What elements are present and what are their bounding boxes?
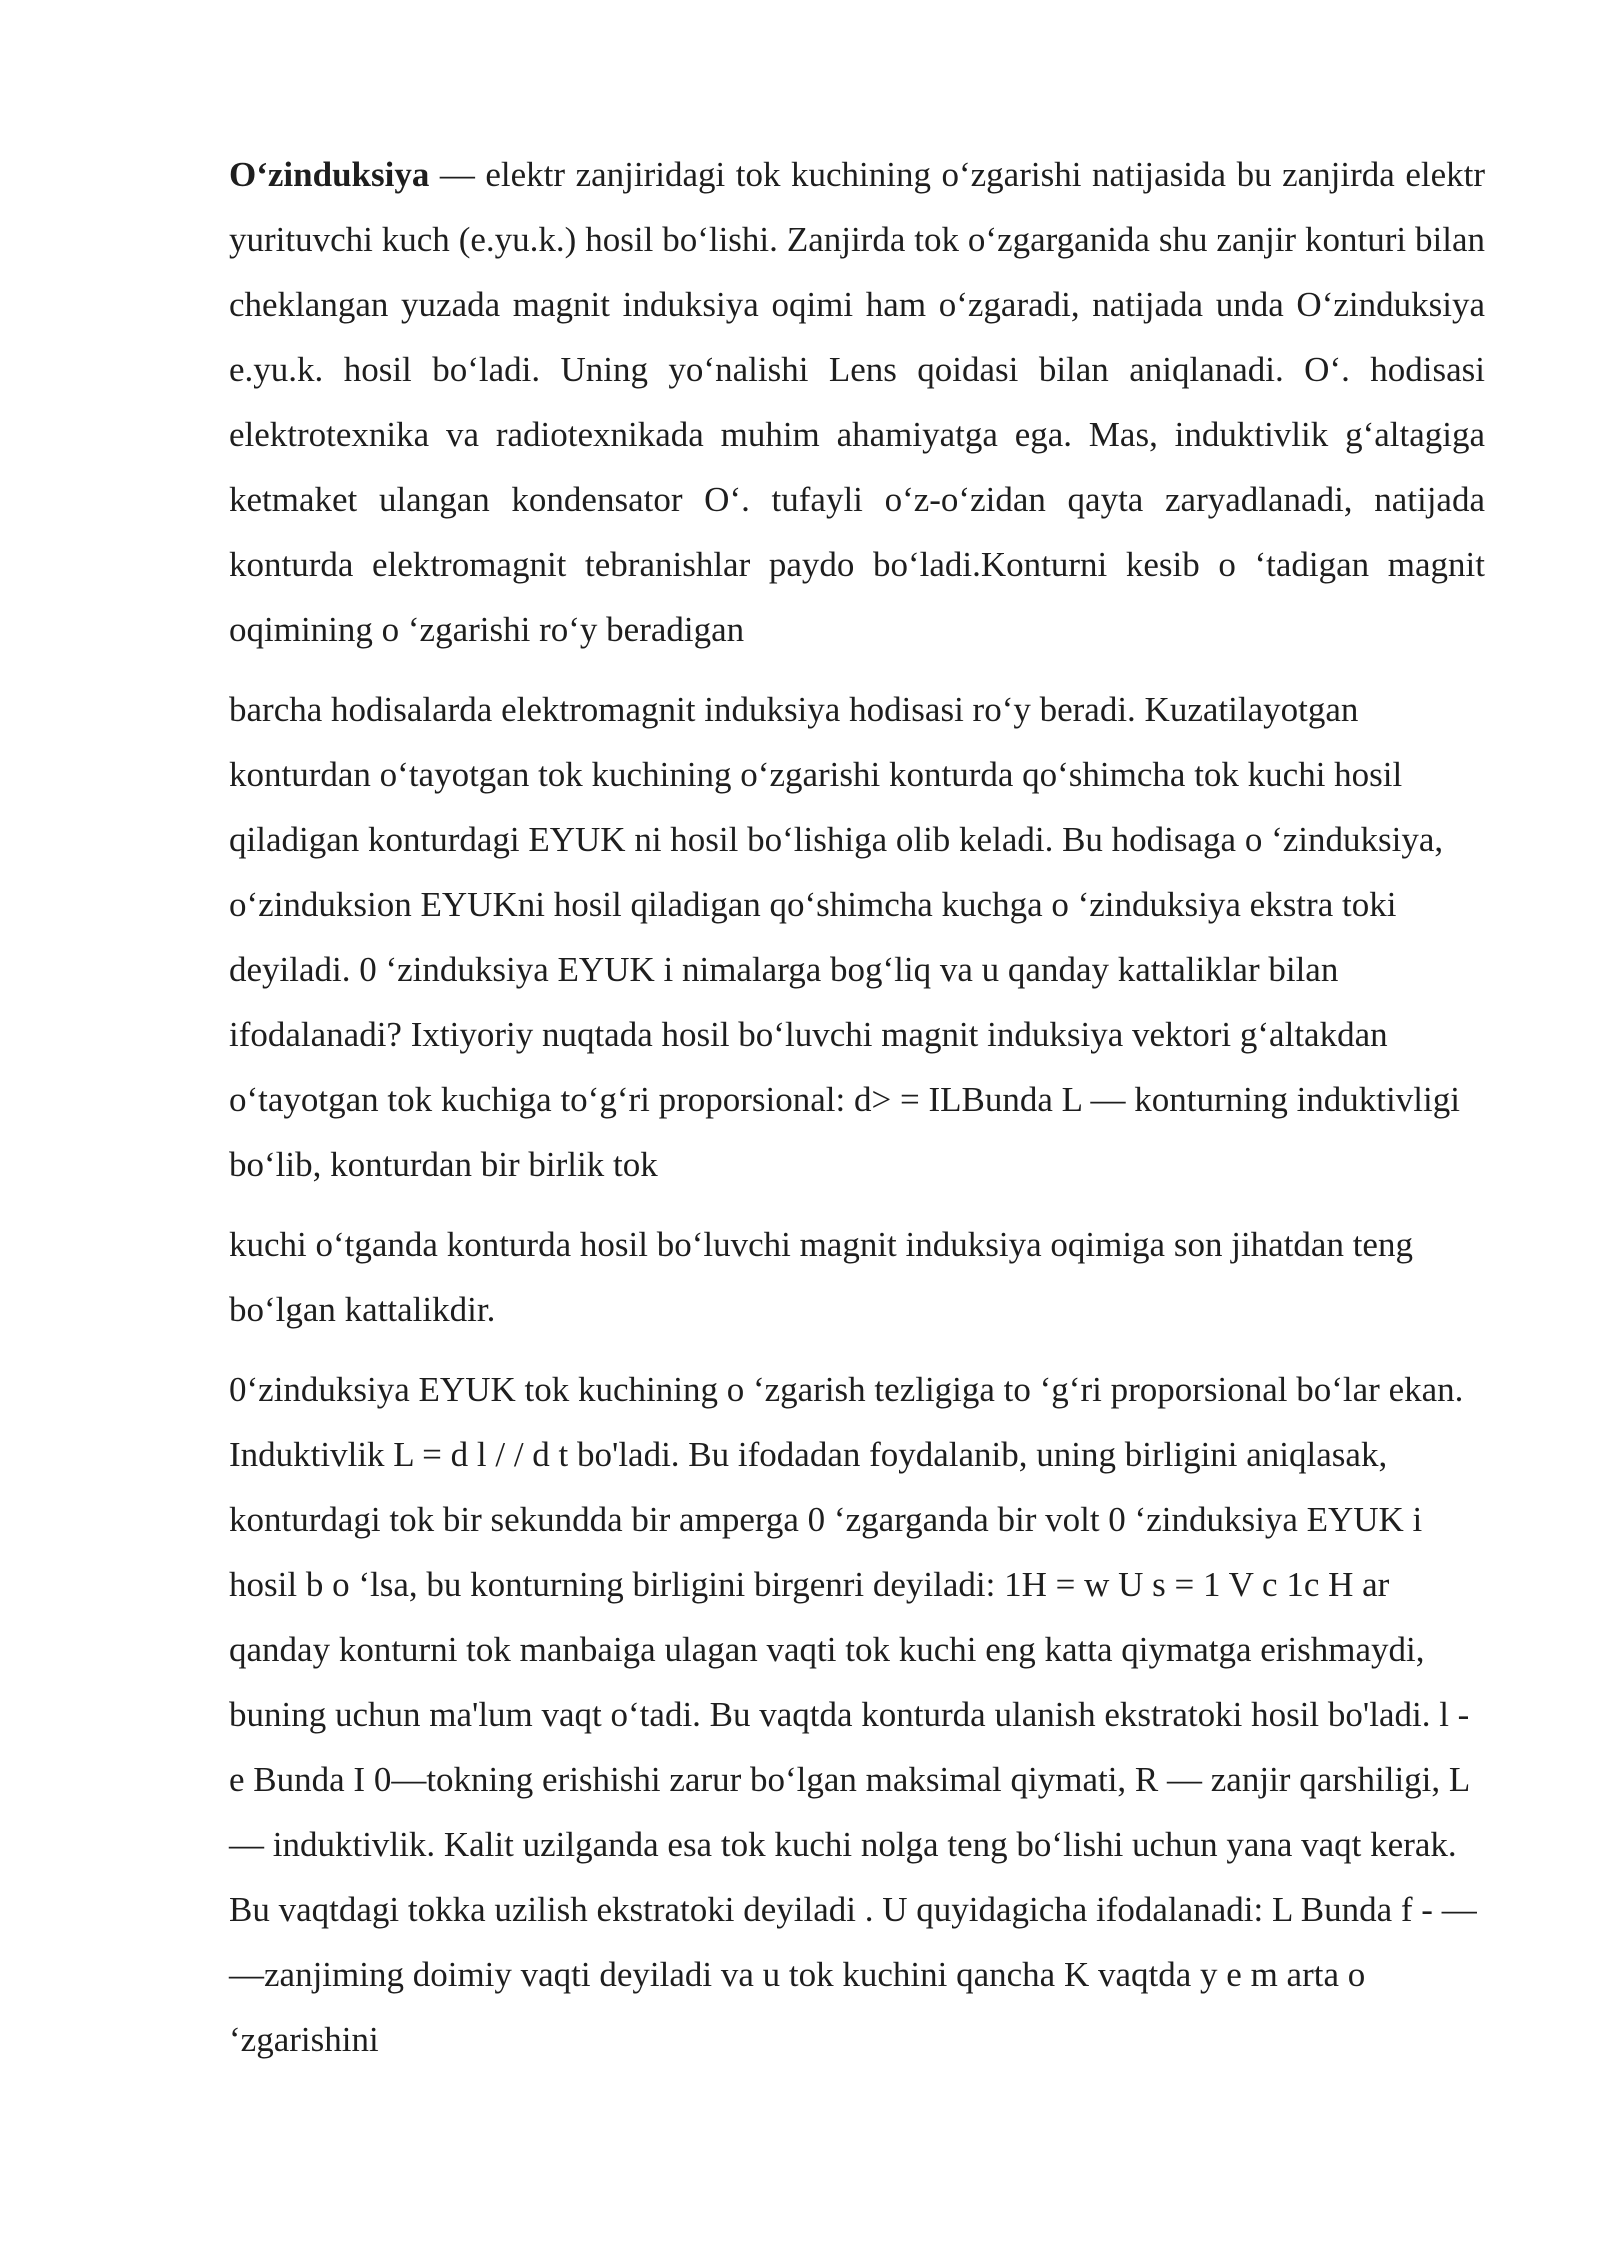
defined-term: O‘zinduksiya [229,155,430,194]
document-page [229,142,1485,2072]
paragraph-definition [229,142,1485,662]
paragraph-induction: barcha hodisalarda elektromagnit induksiya hodisasi ro‘y beradi. Kuzatilayotgan konturdan o‘tayotgan tok kuchining o‘zgarishi konturda qo‘shimcha tok kuchi hosil qiladigan konturdagi EYUK ni hosil bo‘lishiga olib keladi. Bu hodisaga o ‘zinduksiya, o‘zinduksion EYUKni hosil qiladigan qo‘shimcha kuchga o ‘zinduksiya ekstra toki deyiladi. 0 ‘zinduksiya EYUK i nimalarga bog‘liq va u qanday kattaliklar bilan ifodalanadi? Ixtiyoriy nuqtada hosil bo‘luvchi magnit induksiya vektori g‘altakdan o‘tayotgan tok kuchiga to‘g‘ri proporsional: d> = ILBunda L — konturning induktivligi bo‘lib, konturdan bir birlik tok [229,690,1460,1184]
paragraph-self-induction-emf: 0‘zinduksiya EYUK tok kuchining o ‘zgarish tezligiga to ‘g‘ri proporsional bo‘lar ekan. Induktivlik L = d l / / d t bo'ladi. Bu ifodadan foydalanib, uning birligini aniqlasak, konturdagi tok bir sekundda bir amperga 0 ‘zgarganda bir volt 0 ‘zinduksiya EYUK i hosil b o ‘lsa, bu konturning birligini birgenri deyiladi: 1H = w U s = 1 V c 1c H ar qanday konturni tok manbaiga ulagan vaqti tok kuchi eng katta qiymatga erishmaydi, buning uchun ma'lum vaqt o‘tadi. Bu vaqtda konturda ulanish ekstratoki hosil bo'ladi. l - e Bunda I 0—tokning erishishi zarur bo‘lgan maksimal qiymati, R — zanjir qarshiligi, L — induktivlik. Kalit uzilganda esa tok kuchi nolga teng bo‘lishi uchun yana vaqt kerak. Bu vaqtdagi tokka uzilish ekstratoki deyiladi . U quyidagicha ifodalanadi: L Bunda f - — —zanjiming doimiy vaqti deyiladi va u tok kuchini qancha K vaqtda y e m arta o ‘zgarishini [229,1370,1477,2059]
definition-text: — elektr zanjiridagi tok kuchining o‘zgarishi natijasida bu zanjirda elektr yurituvchi kuch (e.yu.k.) hosil bo‘lishi. Zanjirda tok o‘zgarganida shu zanjir konturi bilan cheklangan yuzada magnit induksiya oqimi ham o‘zgaradi, natijada unda O‘zinduksiya e.yu.k. hosil bo‘ladi. Uning yo‘nalishi Lens qoidasi bilan aniqlanadi. O‘. hodisasi elektrotexnika va radiotexnikada muhim ahamiyatga ega. Mas, induktivlik g‘altagiga ketmaket ulangan kondensator O‘. tufayli o‘z-o‘zidan qayta zaryadlanadi, natijada konturda elektromagnit tebranishlar paydo bo‘ladi.Konturni kesib o ‘tadigan magnit oqimining o ‘zgarishi ro‘y beradigan [229,155,1485,649]
paragraph-inductance-definition: kuchi o‘tganda konturda hosil bo‘luvchi magnit induksiya oqimiga son jihatdan teng bo‘lgan kattalikdir. [229,1225,1413,1329]
